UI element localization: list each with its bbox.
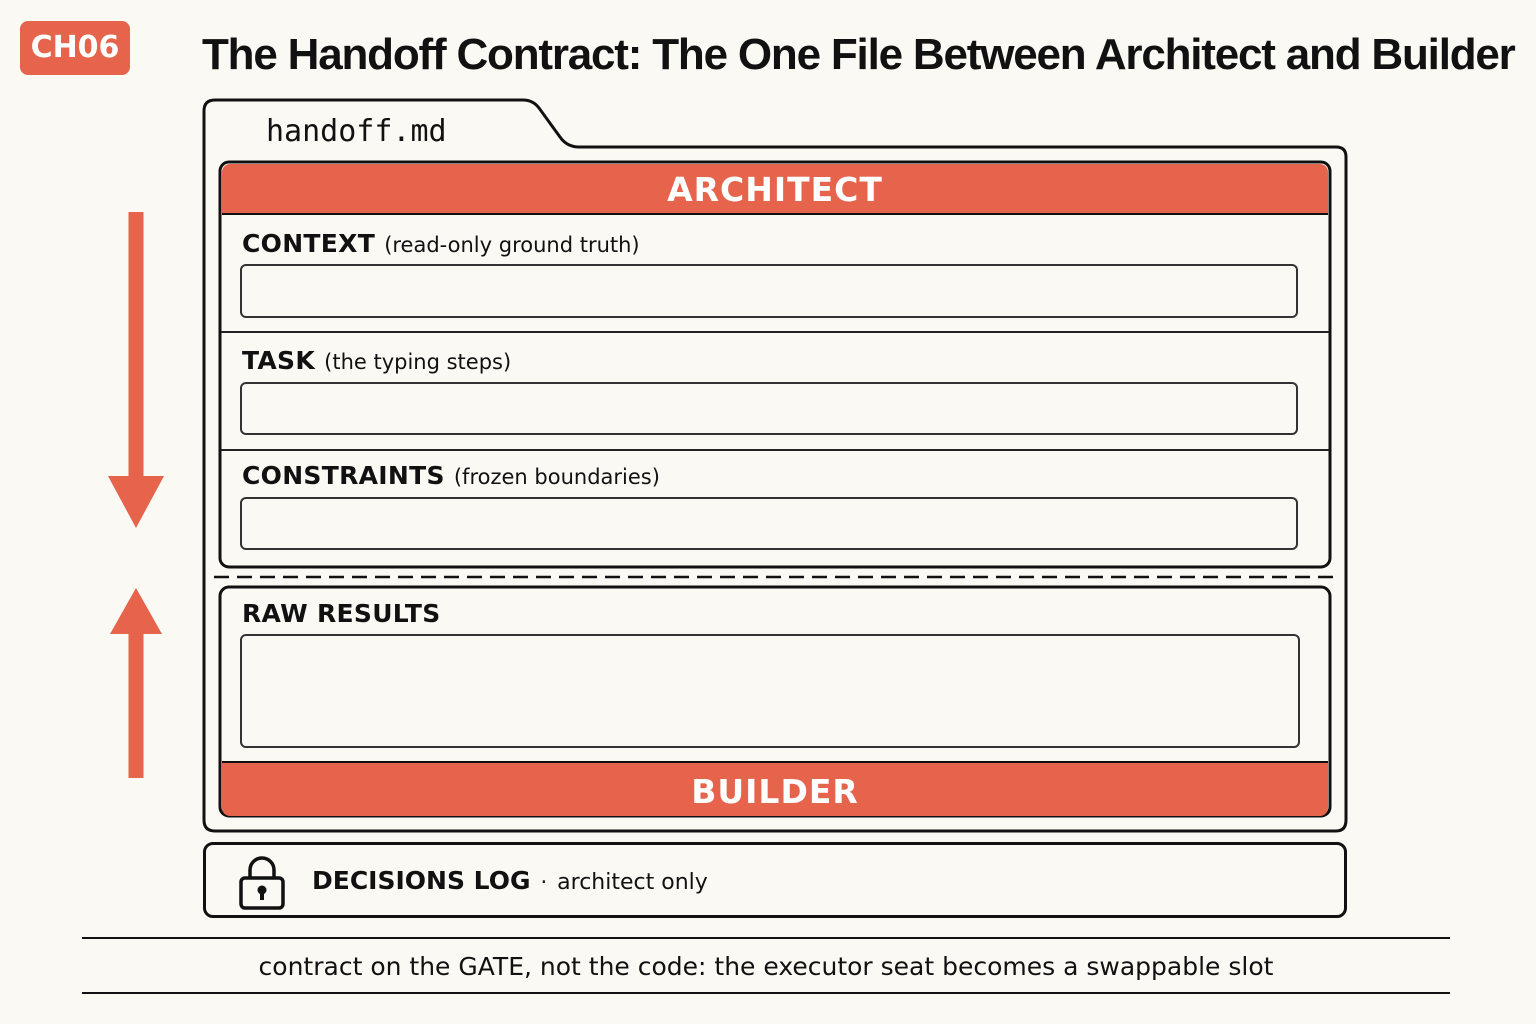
footer-rule-bottom [82, 992, 1450, 994]
down-arrow-icon [108, 212, 164, 528]
page-title: The Handoff Contract: The One File Between Architect and Builder [202, 30, 1515, 79]
section-name: CONSTRAINTS [242, 461, 445, 490]
section-name: CONTEXT [242, 229, 376, 258]
raw-results-field[interactable] [240, 634, 1300, 748]
section-note: (the typing steps) [324, 350, 512, 374]
section-note: (read-only ground truth) [384, 233, 640, 257]
decisions-log-separator: · [540, 870, 548, 894]
footer-note: contract on the GATE, not the code: the executor seat becomes a swappable slot [258, 952, 1274, 981]
section-name: TASK [242, 346, 316, 375]
context-field[interactable] [240, 264, 1298, 318]
chapter-badge: CH06 [20, 21, 130, 75]
decisions-log-text [312, 865, 708, 900]
section-label-context [242, 228, 640, 263]
section-name: RAW RESULTS [242, 599, 441, 628]
decisions-log-note: architect only [557, 870, 708, 895]
decisions-log [203, 842, 1347, 918]
footer-rule-top [82, 937, 1450, 939]
architect-band: ARCHITECT [222, 164, 1328, 215]
section-divider [221, 449, 1329, 451]
section-label-constraints [242, 460, 660, 495]
file-name: handoff.md [266, 114, 447, 149]
lock-icon [236, 851, 288, 911]
section-note: (frozen boundaries) [453, 465, 660, 489]
section-label-task [242, 345, 511, 380]
decisions-log-label: DECISIONS LOG [312, 866, 531, 895]
task-field[interactable] [240, 382, 1298, 435]
constraints-field[interactable] [240, 497, 1298, 550]
up-arrow-icon [110, 588, 162, 778]
section-label-raw-results [242, 598, 441, 633]
section-divider [221, 331, 1329, 333]
builder-band: BUILDER [222, 761, 1328, 816]
